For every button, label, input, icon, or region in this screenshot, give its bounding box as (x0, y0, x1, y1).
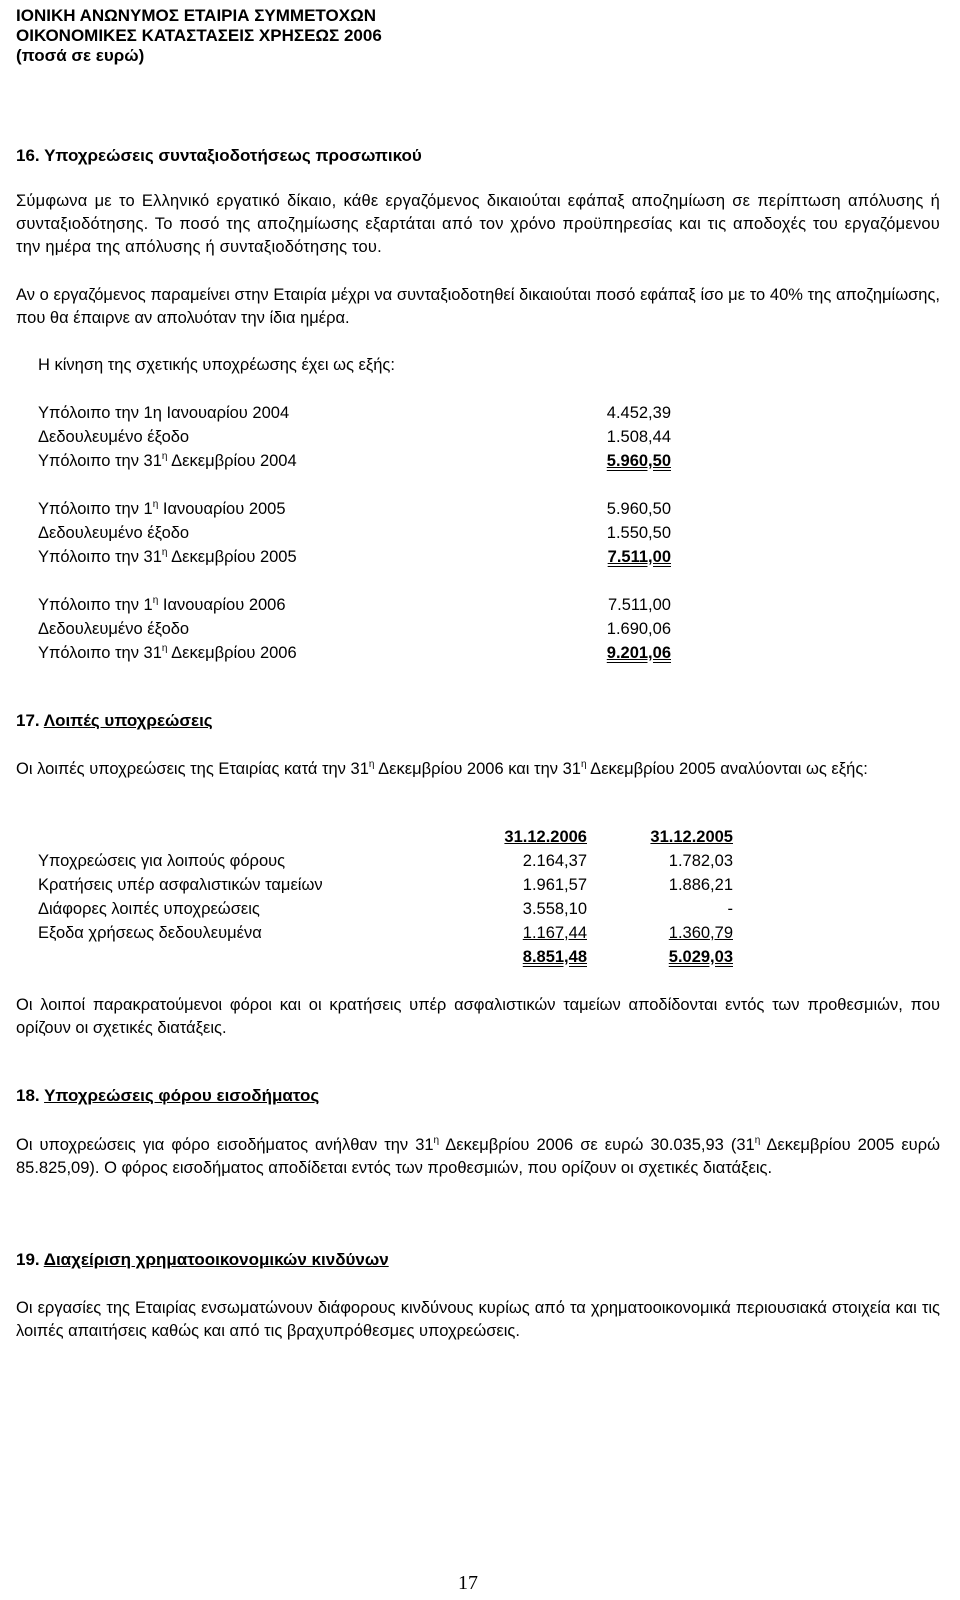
section-17-number: 17. (16, 711, 40, 730)
section-16-heading (16, 146, 422, 166)
section-17-heading (16, 711, 213, 731)
report-title: ΟΙΚΟΝΟΜΙΚΕΣ ΚΑΤΑΣΤΑΣΕΙΣ ΧΡΗΣΕΩΣ 2006 (16, 26, 382, 45)
table-row-label: Διάφορες λοιπές υποχρεώσεις (38, 900, 260, 918)
table-cell-2006: 1.961,57 (522, 876, 587, 894)
section-19-text: Οι εργασίες της Εταιρίας ενσωματώνουν διάφορους κινδύνους κυρίως από τα χρηματοοικονομικά περιουσιακά στοιχεία και τις λοιπές απαιτήσεις καθώς και από τις βραχυπρόθεσμες υποχρεώσεις. (16, 1299, 940, 1340)
section-16-paragraph-1: Σύμφωνα με το Ελληνικό εργατικό δίκαιο, κάθε εργαζόμενος δικαιούται εφάπαξ αποζημίωση σε περίπτωση απόλυσης ή συνταξιοδότησης. Το ποσό της αποζημίωσης εξαρτάται από τον χρόνο προϋπηρεσίας και τις αποδοχές του εργαζόμενου την ημέρα της απόλυσης ή συνταξιοδότησης του. (16, 192, 940, 256)
section-18-heading (16, 1086, 319, 1106)
table-row-label: Υπόλοιπο την $31^\eta$ Δεκεμβρίου 2006 (38, 643, 297, 662)
section-17-intro: Οι λοιπές υποχρεώσεις της Εταιρίας κατά την $31^\eta$ Δεκεμβρίου 2006 και την $31^\eta$ Δεκεμβρίου 2005 αναλύονται ως εξής: (16, 759, 868, 778)
section-17-title: Λοιπές υποχρεώσεις (43, 711, 213, 730)
section-18-text: Οι υποχρεώσεις για φόρο εισοδήματος ανήλθαν την $31^\eta$ Δεκεμβρίου 2006 σε ευρώ 30.035,93 ($31^\eta$ Δεκεμβρίου 2005 ευρώ 85.825,09). Ο φόρος εισοδήματος αποδίδεται εντός των προθεσμιών, που ορίζουν οι σχετικές διατάξεις. (16, 1135, 940, 1177)
section-19-title: Διαχείριση χρηματοοικονομικών κινδύνων (43, 1250, 389, 1269)
page-number: 17 (458, 1572, 478, 1594)
section-16-title: Υποχρεώσεις συνταξιοδοτήσεως προσωπικού (44, 146, 422, 165)
section-16-movement-intro: Η κίνηση της σχετικής υποχρέωσης έχει ως εξής: (38, 356, 395, 374)
table-row-label: Υπόλοιπο την $1^\eta$ Ιανουαρίου 2005 (38, 499, 286, 518)
table-row-value: 1.550,50 (606, 524, 671, 542)
table-cell-2006: 2.164,37 (522, 852, 587, 870)
table-cell-2005: 1.886,21 (668, 876, 733, 894)
table-row-value: 5.960,50 (606, 500, 671, 518)
table-row-label: Εξοδα χρήσεως δεδουλευμένα (38, 924, 262, 942)
table-row-label: Υποχρεώσεις για λοιπούς φόρους (38, 852, 286, 870)
table-row-label: Υπόλοιπο την $1^\eta$ Ιανουαρίου 2006 (38, 595, 286, 614)
total-2006: 8.851,48 (522, 948, 587, 966)
section-19-heading (16, 1250, 389, 1270)
section-17-note: Οι λοιποί παρακρατούμενοι φόροι και οι κρατήσεις υπέρ ασφαλιστικών ταμείων αποδίδονται εντός των προθεσμιών, που ορίζουν οι σχετικές διατάξεις. (16, 996, 940, 1037)
table-row-total: 9.201,06 (606, 644, 671, 662)
currency-unit: (ποσά σε ευρώ) (16, 46, 145, 65)
section-18-title: Υποχρεώσεις φόρου εισοδήματος (44, 1086, 320, 1105)
table-row-value: 1.690,06 (606, 620, 671, 638)
section-18-number: 18. (16, 1086, 40, 1105)
section-19-number: 19. (16, 1250, 40, 1269)
table-row-total: 5.960,50 (606, 452, 671, 470)
table-row-label: Δεδουλευμένο έξοδο (38, 524, 190, 542)
table-row-label: Δεδουλευμένο έξοδο (38, 620, 190, 638)
table-row-value: 4.452,39 (606, 404, 671, 422)
table-row-total: 7.511,00 (607, 548, 671, 566)
table-cell-2006: 3.558,10 (522, 900, 587, 918)
table-row-label: Κρατήσεις υπέρ ασφαλιστικών ταμείων (38, 876, 323, 894)
table-row-label: Υπόλοιπο την $31^\eta$ Δεκεμβρίου 2005 (38, 547, 297, 566)
column-header-2006: 31.12.2006 (504, 828, 587, 846)
total-2005: 5.029,03 (668, 948, 733, 966)
section-16-number: 16. (16, 146, 40, 165)
table-row-value: 7.511,00 (607, 596, 671, 614)
table-row-label: Δεδουλευμένο έξοδο (38, 428, 190, 446)
section-16-paragraph-2: Αν ο εργαζόμενος παραμείνει στην Εταιρία μέχρι να συνταξιοδοτηθεί δικαιούται ποσό εφάπαξ ίσο με το 40% της αποζημίωσης, που θα έπαιρνε αν απολυόταν την ίδια ημέρα. (16, 286, 940, 327)
table-cell-2005: - (727, 900, 733, 918)
table-cell-2005: 1.782,03 (668, 852, 733, 870)
table-row-value: 1.508,44 (606, 428, 671, 446)
table-row-label: Υπόλοιπο την 1η Ιανουαρίου 2004 (38, 404, 290, 422)
company-name: ΙΟΝΙΚΗ ΑΝΩΝΥΜΟΣ ΕΤΑΙΡΙΑ ΣΥΜΜΕΤΟΧΩΝ (16, 6, 376, 25)
table-cell-2006: 1.167,44 (522, 924, 587, 942)
table-row-label: Υπόλοιπο την $31^\eta$ Δεκεμβρίου 2004 (38, 451, 297, 470)
column-header-2005: 31.12.2005 (650, 828, 733, 846)
table-cell-2005: 1.360,79 (668, 924, 733, 942)
